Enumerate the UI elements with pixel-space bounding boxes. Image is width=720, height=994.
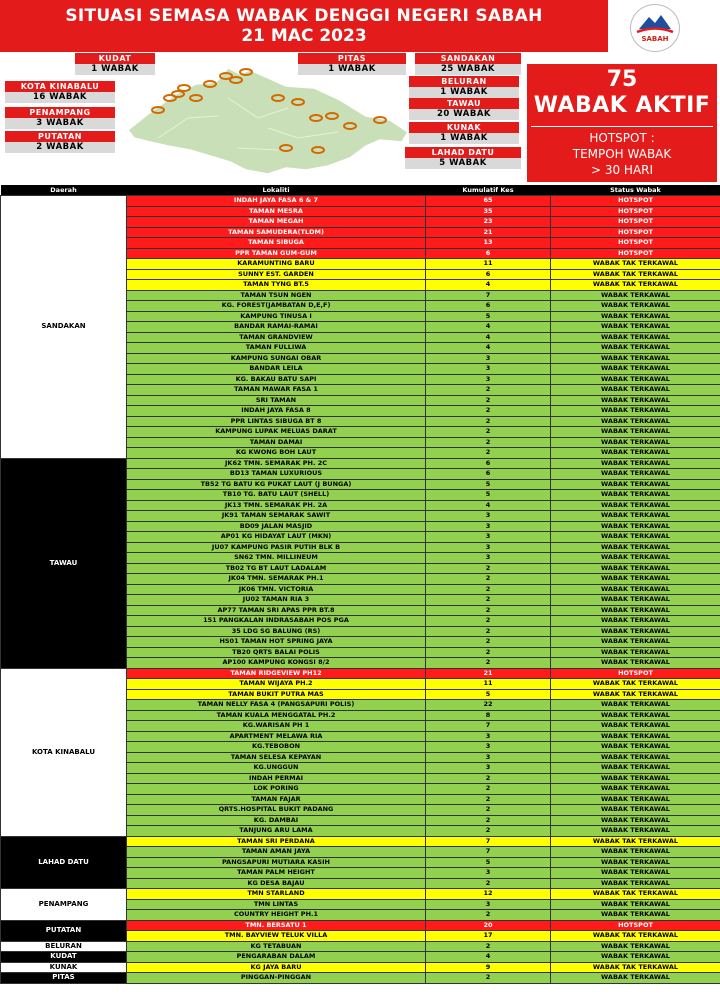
cases-cell: 2: [426, 616, 551, 627]
district-name: TAWAU: [409, 98, 519, 109]
cases-cell: 21: [426, 668, 551, 679]
hotspot-title: HOTSPOT :: [589, 131, 655, 145]
locality-cell: PANGSAPURI MUTIARA KASIH: [127, 857, 426, 868]
status-cell: WABAK TERKAWAL: [551, 616, 720, 627]
cases-cell: 21: [426, 227, 551, 238]
locality-cell: TB02 TG BT LAUT LADALAM: [127, 563, 426, 574]
status-cell: HOTSPOT: [551, 920, 720, 931]
status-cell: WABAK TERKAWAL: [551, 784, 720, 795]
status-cell: WABAK TERKAWAL: [551, 553, 720, 564]
locality-cell: KAMPUNG TINUSA I: [127, 311, 426, 322]
district-count: 25 WABAK: [415, 64, 521, 75]
status-cell: WABAK TERKAWAL: [551, 626, 720, 637]
locality-cell: PINGGAN-PINGGAN: [127, 973, 426, 984]
locality-cell: KAMPUNG SUNGAI OBAR: [127, 353, 426, 364]
active-count: 75: [606, 67, 638, 92]
district-label-putatan: [5, 131, 115, 153]
locality-cell: TAMAN SIBUGA: [127, 238, 426, 249]
cases-cell: 2: [426, 626, 551, 637]
table-row: [1, 889, 720, 900]
locality-cell: TAMAN MEGAH: [127, 217, 426, 228]
cases-cell: 7: [426, 847, 551, 858]
table-row: [1, 973, 720, 984]
cases-cell: 2: [426, 395, 551, 406]
cases-cell: 7: [426, 721, 551, 732]
status-cell: WABAK TERKAWAL: [551, 532, 720, 543]
locality-cell: KAMPUNG LUPAK MELUAS DARAT: [127, 427, 426, 438]
cases-cell: 5: [426, 311, 551, 322]
district-count: 2 WABAK: [5, 142, 115, 153]
locality-cell: 151 PANGKALAN INDRASABAH POS PGA: [127, 616, 426, 627]
locality-cell: JK04 TMN. SEMARAK PH.1: [127, 574, 426, 585]
locality-cell: TAMAN MAWAR FASA 1: [127, 385, 426, 396]
cases-cell: 3: [426, 521, 551, 532]
cases-cell: 2: [426, 973, 551, 984]
status-cell: WABAK TERKAWAL: [551, 332, 720, 343]
locality-cell: BANDAR RAMAI-RAMAI: [127, 322, 426, 333]
locality-cell: BD09 JALAN MASJID: [127, 521, 426, 532]
cases-cell: 7: [426, 290, 551, 301]
table-row: [1, 962, 720, 973]
status-cell: WABAK TAK TERKAWAL: [551, 889, 720, 900]
cases-cell: 5: [426, 857, 551, 868]
locality-cell: KG.TEBOBON: [127, 742, 426, 753]
district-count: 1 WABAK: [409, 87, 519, 98]
locality-cell: PENGARABAN DALAM: [127, 952, 426, 963]
cases-cell: 2: [426, 416, 551, 427]
status-cell: WABAK TERKAWAL: [551, 311, 720, 322]
status-cell: WABAK TERKAWAL: [551, 710, 720, 721]
hotspot-definition: TEMPOH WABAK: [572, 147, 672, 161]
status-cell: WABAK TERKAWAL: [551, 868, 720, 879]
locality-cell: INDAH PERMAI: [127, 773, 426, 784]
locality-cell: JK62 TMN. SEMARAK PH. 2C: [127, 458, 426, 469]
table-row: [1, 920, 720, 931]
status-cell: WABAK TERKAWAL: [551, 826, 720, 837]
locality-cell: KG DESA BAJAU: [127, 878, 426, 889]
status-cell: WABAK TAK TERKAWAL: [551, 280, 720, 291]
cases-cell: 6: [426, 301, 551, 312]
cases-cell: 2: [426, 647, 551, 658]
status-cell: WABAK TERKAWAL: [551, 857, 720, 868]
status-cell: HOTSPOT: [551, 248, 720, 259]
locality-cell: JK06 TMN. VICTORIA: [127, 584, 426, 595]
table-row: [1, 952, 720, 963]
locality-cell: KARAMUNTING BARU: [127, 259, 426, 270]
status-cell: WABAK TERKAWAL: [551, 437, 720, 448]
cases-cell: 6: [426, 269, 551, 280]
locality-cell: TAMAN TSUN NGEN: [127, 290, 426, 301]
status-cell: WABAK TERKAWAL: [551, 322, 720, 333]
cases-cell: 2: [426, 794, 551, 805]
active-label: WABAK AKTIF: [533, 93, 711, 118]
status-cell: WABAK TERKAWAL: [551, 742, 720, 753]
locality-cell: TAMAN BUKIT PUTRA MAS: [127, 689, 426, 700]
district-label-kunak: [409, 122, 519, 144]
status-cell: WABAK TERKAWAL: [551, 805, 720, 816]
locality-cell: JU07 KAMPUNG PASIR PUTIH BLK B: [127, 542, 426, 553]
locality-cell: SN62 TMN. MILLINEUM: [127, 553, 426, 564]
cases-cell: 6: [426, 469, 551, 480]
cases-cell: 2: [426, 878, 551, 889]
cases-cell: 5: [426, 689, 551, 700]
cases-cell: 2: [426, 574, 551, 585]
status-cell: HOTSPOT: [551, 217, 720, 228]
locality-cell: TAMAN TYNG BT.5: [127, 280, 426, 291]
status-cell: WABAK TERKAWAL: [551, 605, 720, 616]
locality-cell: TB52 TG BATU KG PUKAT LAUT (J BUNGA): [127, 479, 426, 490]
cases-cell: 20: [426, 920, 551, 931]
district-name: PUTATAN: [5, 131, 115, 142]
district-cell: PITAS: [1, 973, 127, 984]
locality-cell: KG TETABUAN: [127, 941, 426, 952]
status-cell: WABAK TERKAWAL: [551, 773, 720, 784]
district-label-sandakan: [415, 53, 521, 75]
status-cell: WABAK TERKAWAL: [551, 521, 720, 532]
locality-cell: TAMAN NELLY FASA 4 (PANGSAPURI POLIS): [127, 700, 426, 711]
cases-cell: 2: [426, 406, 551, 417]
cases-cell: 6: [426, 458, 551, 469]
district-label-kota-kinabalu: [5, 81, 115, 103]
cases-cell: 5: [426, 479, 551, 490]
locality-cell: TAMAN MESRA: [127, 206, 426, 217]
status-cell: WABAK TERKAWAL: [551, 448, 720, 459]
cases-cell: 2: [426, 910, 551, 921]
cases-cell: 11: [426, 259, 551, 270]
status-cell: WABAK TERKAWAL: [551, 952, 720, 963]
status-cell: WABAK TERKAWAL: [551, 364, 720, 375]
locality-cell: TMN LINTAS: [127, 899, 426, 910]
cases-cell: 2: [426, 584, 551, 595]
district-cell: KUDAT: [1, 952, 127, 963]
status-cell: WABAK TERKAWAL: [551, 584, 720, 595]
cases-cell: 4: [426, 343, 551, 354]
cases-cell: 2: [426, 385, 551, 396]
locality-cell: TAMAN PALM HEIGHT: [127, 868, 426, 879]
cases-cell: 13: [426, 238, 551, 249]
locality-cell: QRTS.HOSPITAL BUKIT PADANG: [127, 805, 426, 816]
cases-cell: 3: [426, 742, 551, 753]
header-status-wabak: Status Wabak: [551, 185, 720, 196]
cases-cell: 4: [426, 332, 551, 343]
district-name: PITAS: [298, 53, 406, 64]
table-row: [1, 668, 720, 679]
locality-cell: KG JAYA BARU: [127, 962, 426, 973]
cases-cell: 2: [426, 437, 551, 448]
status-cell: WABAK TERKAWAL: [551, 595, 720, 606]
status-cell: WABAK TERKAWAL: [551, 511, 720, 522]
status-cell: WABAK TERKAWAL: [551, 815, 720, 826]
district-cell: KOTA KINABALU: [1, 668, 127, 836]
district-name: KUNAK: [409, 122, 519, 133]
district-cell: KUNAK: [1, 962, 127, 973]
table-row: [1, 941, 720, 952]
cases-cell: 5: [426, 490, 551, 501]
locality-cell: TAMAN DAMAI: [127, 437, 426, 448]
status-cell: WABAK TERKAWAL: [551, 385, 720, 396]
status-cell: WABAK TERKAWAL: [551, 899, 720, 910]
table-row: [1, 836, 720, 847]
locality-cell: TAMAN SRI PERDANA: [127, 836, 426, 847]
cases-cell: 4: [426, 322, 551, 333]
report-date: 21 MAC 2023: [241, 26, 367, 46]
locality-cell: TMN. BAYVIEW TELUK VILLA: [127, 931, 426, 942]
locality-cell: KG. DAMBAI: [127, 815, 426, 826]
outbreak-table: [0, 185, 720, 984]
cases-cell: 3: [426, 731, 551, 742]
locality-cell: TAMAN KUALA MENGGATAL PH.2: [127, 710, 426, 721]
status-cell: HOTSPOT: [551, 196, 720, 207]
locality-cell: TB20 QRTS BALAI POLIS: [127, 647, 426, 658]
table-body: [1, 196, 720, 984]
locality-cell: TAMAN GRANDVIEW: [127, 332, 426, 343]
status-cell: WABAK TERKAWAL: [551, 658, 720, 669]
cases-cell: 3: [426, 752, 551, 763]
status-cell: WABAK TERKAWAL: [551, 290, 720, 301]
district-label-beluran: [409, 76, 519, 98]
district-cell: PUTATAN: [1, 920, 127, 941]
cases-cell: 2: [426, 826, 551, 837]
active-outbreak-summary: [527, 64, 717, 182]
cases-cell: 65: [426, 196, 551, 207]
cases-cell: 22: [426, 700, 551, 711]
cases-cell: 2: [426, 427, 551, 438]
district-label-lahad-datu: [405, 147, 521, 169]
table-row: [1, 196, 720, 207]
status-cell: WABAK TAK TERKAWAL: [551, 689, 720, 700]
status-cell: WABAK TERKAWAL: [551, 647, 720, 658]
cases-cell: 12: [426, 889, 551, 900]
header-kumulatif-kes: Kumulatif Kes: [426, 185, 551, 196]
status-cell: HOTSPOT: [551, 668, 720, 679]
status-cell: WABAK TERKAWAL: [551, 847, 720, 858]
status-cell: HOTSPOT: [551, 206, 720, 217]
locality-cell: INDAH JAYA FASA 6 & 7: [127, 196, 426, 207]
cases-cell: 3: [426, 542, 551, 553]
locality-cell: HS01 TAMAN HOT SPRING JAYA: [127, 637, 426, 648]
locality-cell: JK13 TMN. SEMARAK PH. 2A: [127, 500, 426, 511]
district-name: LAHAD DATU: [405, 147, 521, 158]
cases-cell: 17: [426, 931, 551, 942]
locality-cell: KG.UNGGUN: [127, 763, 426, 774]
locality-cell: JK91 TAMAN SEMARAK SAWIT: [127, 511, 426, 522]
sabah-map: [118, 58, 418, 180]
status-cell: WABAK TAK TERKAWAL: [551, 679, 720, 690]
cases-cell: 35: [426, 206, 551, 217]
status-cell: WABAK TERKAWAL: [551, 941, 720, 952]
locality-cell: TMN. BERSATU 1: [127, 920, 426, 931]
locality-cell: TAMAN FULLIWA: [127, 343, 426, 354]
locality-cell: SUNNY EST. GARDEN: [127, 269, 426, 280]
cases-cell: 3: [426, 532, 551, 543]
locality-cell: BANDAR LEILA: [127, 364, 426, 375]
locality-cell: PPR LINTAS SIBUGA BT 8: [127, 416, 426, 427]
locality-cell: COUNTRY HEIGHT PH.1: [127, 910, 426, 921]
status-cell: WABAK TERKAWAL: [551, 416, 720, 427]
district-label-penampang: [5, 107, 115, 129]
district-name: PENAMPANG: [5, 107, 115, 118]
status-cell: WABAK TERKAWAL: [551, 301, 720, 312]
locality-cell: TAMAN FAJAR: [127, 794, 426, 805]
status-cell: HOTSPOT: [551, 227, 720, 238]
cases-cell: 2: [426, 605, 551, 616]
status-cell: WABAK TERKAWAL: [551, 490, 720, 501]
cases-cell: 2: [426, 805, 551, 816]
table-row: [1, 458, 720, 469]
status-cell: WABAK TERKAWAL: [551, 721, 720, 732]
district-cell: PENAMPANG: [1, 889, 127, 921]
locality-cell: SRI TAMAN: [127, 395, 426, 406]
district-count: 20 WABAK: [409, 109, 519, 120]
title-banner: [0, 0, 608, 52]
district-cell: TAWAU: [1, 458, 127, 668]
status-cell: WABAK TERKAWAL: [551, 731, 720, 742]
status-cell: WABAK TERKAWAL: [551, 406, 720, 417]
status-cell: WABAK TAK TERKAWAL: [551, 836, 720, 847]
status-cell: WABAK TERKAWAL: [551, 343, 720, 354]
locality-cell: INDAH JAYA FASA 8: [127, 406, 426, 417]
status-cell: WABAK TAK TERKAWAL: [551, 259, 720, 270]
logo-text: SABAH: [641, 35, 669, 43]
district-label-kudat: [75, 53, 155, 75]
district-name: KOTA KINABALU: [5, 81, 115, 92]
cases-cell: 2: [426, 448, 551, 459]
locality-cell: JU02 TAMAN RIA 3: [127, 595, 426, 606]
status-cell: WABAK TERKAWAL: [551, 395, 720, 406]
status-cell: WABAK TERKAWAL: [551, 479, 720, 490]
cases-cell: 4: [426, 952, 551, 963]
status-cell: WABAK TERKAWAL: [551, 469, 720, 480]
locality-cell: TAMAN AMAN JAYA: [127, 847, 426, 858]
status-cell: WABAK TERKAWAL: [551, 700, 720, 711]
district-name: KUDAT: [75, 53, 155, 64]
cases-cell: 2: [426, 563, 551, 574]
cases-cell: 3: [426, 364, 551, 375]
locality-cell: 35 LDG SG BALUNG (RS): [127, 626, 426, 637]
locality-cell: KG. FOREST(JAMBATAN D,E,F): [127, 301, 426, 312]
cases-cell: 4: [426, 500, 551, 511]
district-name: SANDAKAN: [415, 53, 521, 64]
status-cell: WABAK TERKAWAL: [551, 637, 720, 648]
locality-cell: TAMAN RIDGEVIEW PH12: [127, 668, 426, 679]
cases-cell: 3: [426, 763, 551, 774]
cases-cell: 3: [426, 868, 551, 879]
cases-cell: 3: [426, 374, 551, 385]
cases-cell: 11: [426, 679, 551, 690]
district-label-pitas: [298, 53, 406, 75]
district-cell: SANDAKAN: [1, 196, 127, 459]
cases-cell: 2: [426, 941, 551, 952]
cases-cell: 2: [426, 595, 551, 606]
status-cell: WABAK TERKAWAL: [551, 542, 720, 553]
cases-cell: 2: [426, 658, 551, 669]
district-count: 5 WABAK: [405, 158, 521, 169]
cases-cell: 3: [426, 899, 551, 910]
status-cell: WABAK TERKAWAL: [551, 500, 720, 511]
header-lokaliti: Lokaliti: [127, 185, 426, 196]
district-count: 1 WABAK: [409, 133, 519, 144]
locality-cell: AP01 KG HIDAYAT LAUT (MKN): [127, 532, 426, 543]
cases-cell: 6: [426, 248, 551, 259]
cases-cell: 3: [426, 553, 551, 564]
district-cell: LAHAD DATU: [1, 836, 127, 889]
cases-cell: 2: [426, 815, 551, 826]
status-cell: WABAK TERKAWAL: [551, 458, 720, 469]
cases-cell: 9: [426, 962, 551, 973]
cases-cell: 2: [426, 784, 551, 795]
locality-cell: AP77 TAMAN SRI APAS PPR BT.8: [127, 605, 426, 616]
summary-divider: [531, 126, 713, 127]
cases-cell: 7: [426, 836, 551, 847]
locality-cell: TB10 TG. BATU LAUT (SHELL): [127, 490, 426, 501]
status-cell: WABAK TERKAWAL: [551, 794, 720, 805]
locality-cell: KG KWONG BOH LAUT: [127, 448, 426, 459]
locality-cell: PPR TAMAN GUM-GUM: [127, 248, 426, 259]
district-count: 16 WABAK: [5, 92, 115, 103]
status-cell: WABAK TAK TERKAWAL: [551, 931, 720, 942]
locality-cell: LOK PORING: [127, 784, 426, 795]
status-cell: WABAK TERKAWAL: [551, 427, 720, 438]
district-label-tawau: [409, 98, 519, 120]
district-count: 1 WABAK: [298, 64, 406, 75]
locality-cell: TMN STARLAND: [127, 889, 426, 900]
status-cell: WABAK TAK TERKAWAL: [551, 962, 720, 973]
header: [0, 0, 720, 185]
status-cell: WABAK TERKAWAL: [551, 878, 720, 889]
status-cell: WABAK TERKAWAL: [551, 563, 720, 574]
cases-cell: 2: [426, 773, 551, 784]
cases-cell: 4: [426, 280, 551, 291]
cases-cell: 23: [426, 217, 551, 228]
status-cell: WABAK TERKAWAL: [551, 910, 720, 921]
hotspot-threshold: > 30 HARI: [590, 163, 654, 177]
status-cell: WABAK TERKAWAL: [551, 763, 720, 774]
cases-cell: 3: [426, 353, 551, 364]
locality-cell: TAMAN WIJAYA PH.2: [127, 679, 426, 690]
table-header-row: [1, 185, 720, 196]
header-daerah: Daerah: [1, 185, 127, 196]
status-cell: WABAK TERKAWAL: [551, 752, 720, 763]
locality-cell: APARTMENT MELAWA RIA: [127, 731, 426, 742]
locality-cell: TAMAN SELESA KEPAYAN: [127, 752, 426, 763]
locality-cell: TAMAN SAMUDERA(TLDM): [127, 227, 426, 238]
status-cell: WABAK TAK TERKAWAL: [551, 269, 720, 280]
status-cell: WABAK TERKAWAL: [551, 973, 720, 984]
status-cell: WABAK TERKAWAL: [551, 574, 720, 585]
cases-cell: 2: [426, 637, 551, 648]
district-name: BELURAN: [409, 76, 519, 87]
page-title: SITUASI SEMASA WABAK DENGGI NEGERI SABAH: [65, 6, 543, 26]
status-cell: WABAK TERKAWAL: [551, 374, 720, 385]
district-count: 3 WABAK: [5, 118, 115, 129]
status-cell: WABAK TERKAWAL: [551, 353, 720, 364]
locality-cell: KG. BAKAU BATU SAPI: [127, 374, 426, 385]
locality-cell: BD13 TAMAN LUXURIOUS: [127, 469, 426, 480]
locality-cell: KG.WARISAN PH 1: [127, 721, 426, 732]
sabah-health-logo: [630, 4, 680, 52]
cases-cell: 8: [426, 710, 551, 721]
locality-cell: AP100 KAMPUNG KONGSI 8/2: [127, 658, 426, 669]
cases-cell: 3: [426, 511, 551, 522]
locality-cell: TANJUNG ARU LAMA: [127, 826, 426, 837]
district-cell: BELURAN: [1, 941, 127, 952]
status-cell: HOTSPOT: [551, 238, 720, 249]
district-count: 1 WABAK: [75, 64, 155, 75]
